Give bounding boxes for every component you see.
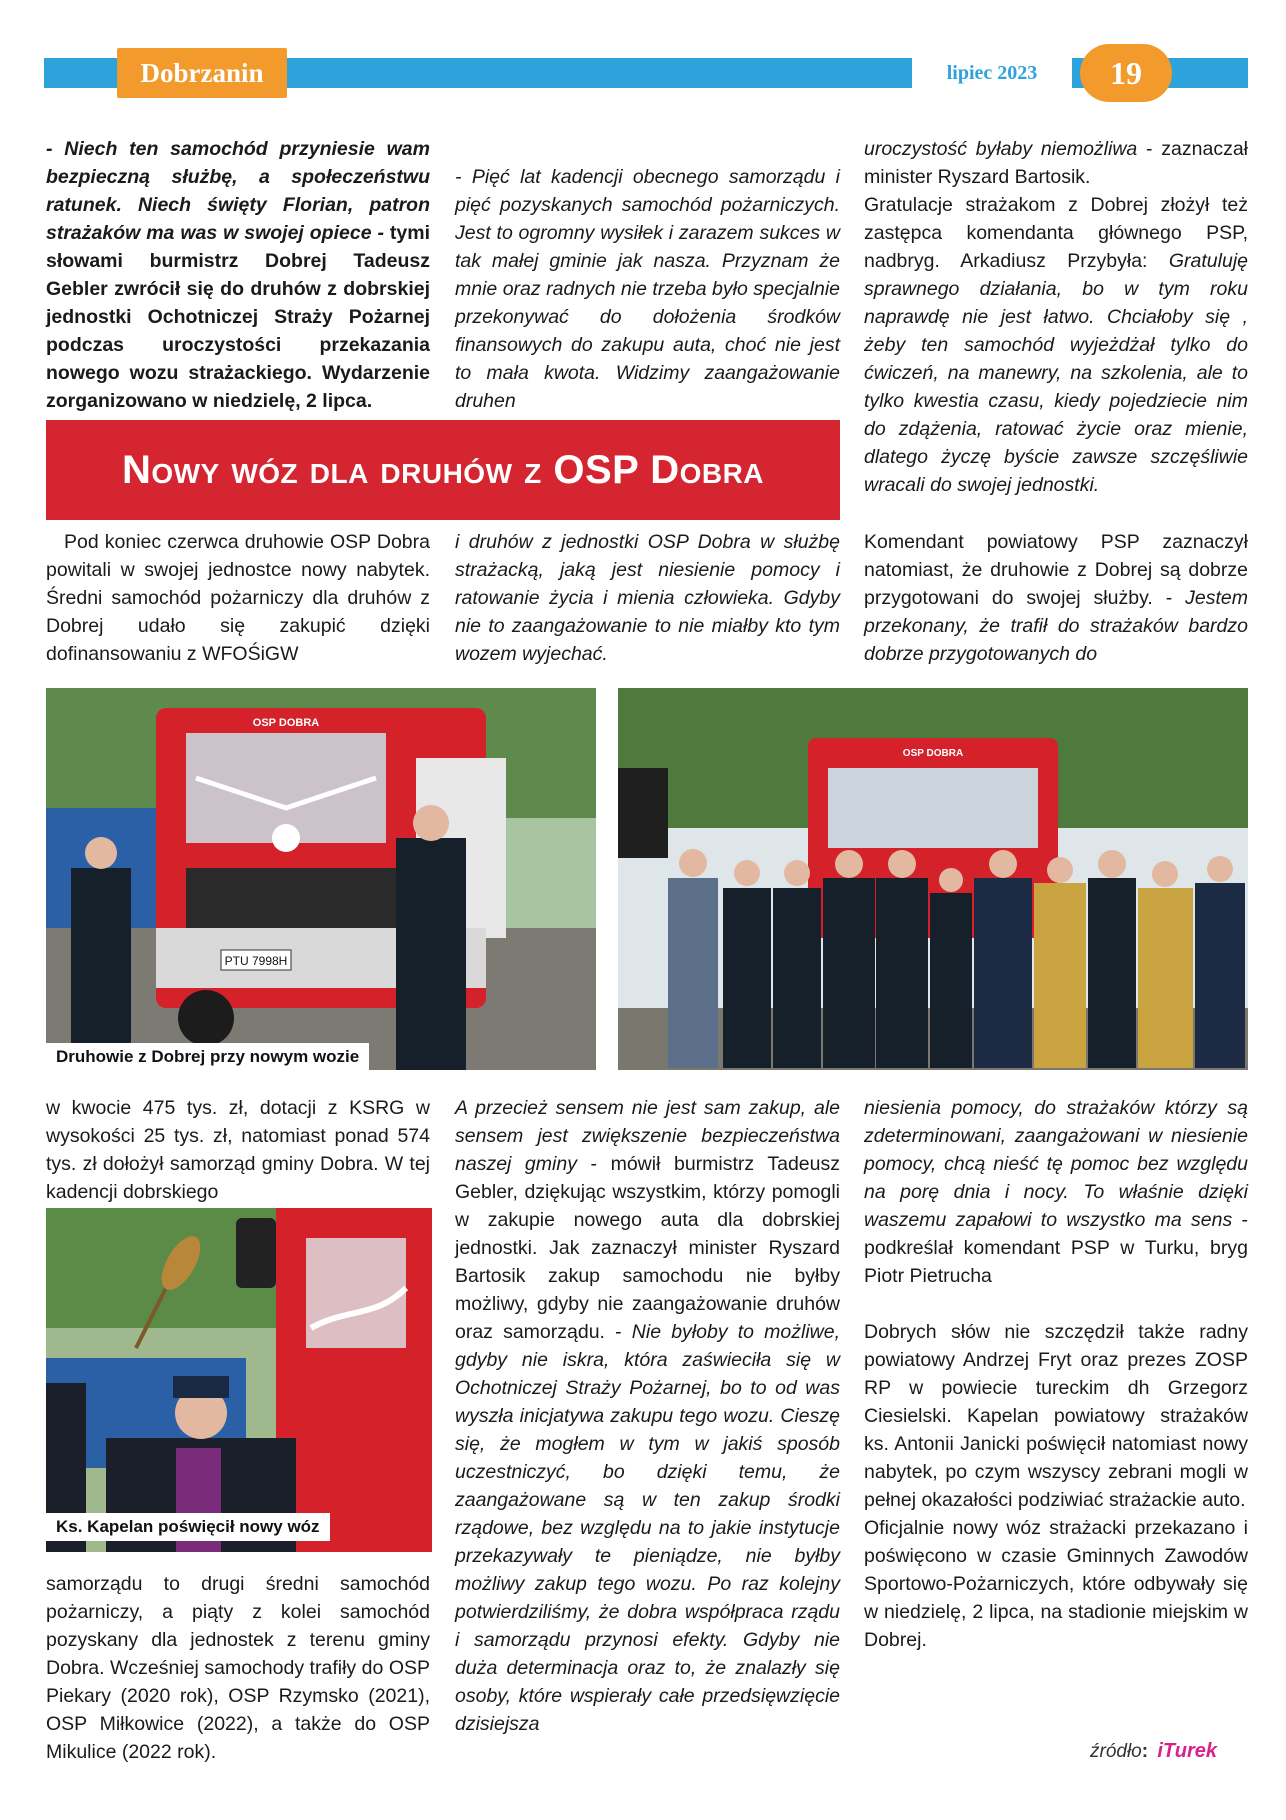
issue-date: lipiec 2023 [946,62,1038,84]
column3-mid-quote: Jestem przekonany, że trafił do strażaków bardzo dobrze przygotowanych do [864,587,1248,665]
photo-group [618,688,1248,1070]
page-number-badge [1080,44,1172,102]
svg-text:OSP DOBRA: OSP DOBRA [902,748,964,759]
column2-bottom [455,1094,840,1738]
column2-bottom-text: - mówił burmistrz Tadeusz Gebler, dziękując wszystkim, którzy pomogli w zakupie nowego auta dla dobrskiej jednostki. Jak zaznaczył minister Ryszard Bartosik zakup samochodu nie byłby możliwy, gdyby nie zaangażowanie druhów oraz samorządu. - [455,1153,840,1343]
intro-quote: - Niech ten samochód przyniesie wam bezpieczną służbę, a społeczeństwu ratunek. Niech święty Florian, patron strażaków ma was w swojej opiece - [46,138,430,244]
column2-mid [455,528,840,668]
column3-attribution: - zaznaczał minister Ryszard Bartosik. [864,138,1248,188]
source-credit: źródło: iTurek [1090,1740,1218,1762]
page-number: 19 [1110,55,1142,91]
column3-bottom-p3: Oficjalnie nowy wóz strażacki przekazano i poświęcono w czasie Gminnych Zawodów Sportowo-Pożarniczych, które odbywały się w niedzielę, 2 lipca, na stadionie miejskim w Dobrej. [864,1517,1248,1651]
column1-mid [46,528,430,668]
photo-chaplain [46,1208,432,1552]
issue-date-box [912,55,1072,91]
photo-truck-image [46,688,596,1070]
column3-top [864,135,1248,499]
column1-bottom-b [46,1570,430,1766]
license-plate: PTU 7998H [224,954,288,968]
column3-bottom-quote: niesienia pomocy, do strażaków którzy są zdeterminowani, zaangażowani w niesienie pomocy, chcą nieść tę pomoc bez względu na porę dnia i nocy. To właśnie dzięki waszemu zapałowi to wszystko ma sens [864,1097,1248,1231]
column3-mid-text: Komendant powiatowy PSP zaznaczył natomiast, że druhowie z Dobrej są dobrze przygotowani do swojej służby. - [864,531,1248,609]
column1-mid-text: Pod koniec czerwca druhowie OSP Dobra powitali w swojej jednostce nowy nabytek. Średni samochód pożarniczy dla druhów z Dobrej udało się zakupić dzięki dofinansowaniu z WFOŚiGW [46,531,430,665]
column3-quote-end: uroczystość byłaby niemożliwa [864,138,1138,160]
headline: Nowy wóz dla druhów z OSP Dobra [121,448,765,492]
column1-bottom-a [46,1094,430,1206]
column3-bottom-attribution: - podkreślał komendant PSP w Turku, bryg Piotr Pietrucha [864,1209,1248,1287]
publication-title-box [117,48,287,98]
column3-congrats-quote: Gratuluję sprawnego działania, bo w tym roku naprawdę nie jest łatwo. Chciałoby się , żeby ten samochód wyjeżdżał tylko do ćwiczeń, na manewry, na szkolenia, ale to tylko kwestia czasu, kiedy pojedziecie nim do zdążenia, ratować życie oraz mienie, dlatego życzę byście zawsze szczęśliwie wracali do swojej jednostki. [864,250,1248,496]
photo-chaplain-caption: Ks. Kapelan poświęcił nowy wóz [46,1513,330,1541]
column2-bottom-quote1: A przecież sensem nie jest sam zakup, ale sensem jest zwiększenie bezpieczeństwa naszej gminy [455,1097,840,1175]
intro-column [46,135,430,415]
truck-label: OSP DOBRA [252,717,320,729]
headline-banner [46,420,840,520]
photo-truck [46,688,596,1070]
column1-bottom-a-text: w kwocie 475 tys. zł, dotacji z KSRG w wysokości 25 tys. zł, natomiast ponad 574 tys. zł dołożył samorząd gminy Dobra. W tej kadencji dobrskiego [46,1097,430,1203]
column1-bottom-b-text: samorządu to drugi średni samochód pożarniczy, a piąty z kolei samochód pozyskany dla jednostek z terenu gminy Dobra. Wcześniej samochody trafiły do OSP Piekary (2020 rok), OSP Rzymsko (2021), OSP Miłkowice (2022), a także do OSP Mikulice (2022 rok). [46,1573,430,1763]
column3-mid [864,528,1248,668]
column3-bottom-p2: Dobrych słów nie szczędził także radny powiatowy Andrzej Fryt oraz prezes ZOSP RP w powiecie tureckim dh Grzegorz Ciesielski. Kapelan powiatowy strażaków ks. Antonii Janicki poświęcił natomiast nowy nabytek, po czym wszyscy zebrani mogli w pełnej okazałości podziwiać strażackie auto. [864,1321,1248,1511]
column2-top [455,163,840,415]
photo-truck-caption: Druhowie z Dobrej przy nowym wozie [46,1043,369,1071]
column2-mid-text: i druhów z jednostki OSP Dobra w służbę strażacką, jaką jest niesienie pomocy i ratowanie życia i mienia człowieka. Gdyby nie to zaangażowanie to nie miałby kto tym wozem wyjechać. [455,531,840,665]
column3-bottom [864,1094,1248,1654]
column3-congrats: Gratulacje strażakom z Dobrej złożył też zastępca komendanta głównego PSP, nadbryg. Arkadiusz Przybyła: [864,194,1248,272]
column2-top-text: - Pięć lat kadencji obecnego samorządu i pięć pozyskanych samochód pożarniczych. Jest to ogromny wysiłek i zarazem sukces w tak małej gminie jak nasza. Przyznam że mnie oraz radnych nie trzeba było specjalnie przekonywać do dołożenia środków finansowych do zakupu auta, choć nie jest to mała kwota. Widzimy zaangażowanie druhen [455,166,840,412]
photo-chaplain-image [46,1208,432,1552]
iturek-logo: iTurek [1157,1740,1218,1762]
photo-group-image [618,688,1248,1070]
column2-bottom-quote2: Nie byłoby to możliwe, gdyby nie iskra, która zaświeciła się w Ochotniczej Straży Pożarnej, bo to od was wyszła inicjatywa zakupu tego wozu. Cieszę się, że mogłem w tym w jakiś sposób uczestniczyć, bo dzięki temu, że zaangażowane są w ten zakup środki rządowe, bez względu na to jakie instytucje przekazywały te pieniądze, nie byłby możliwy zakup tego wozu. Po raz kolejny potwierdziliśmy, że dobra współpraca rządu i samorządu przynosi efekty. Gdyby nie duża determinacja oraz to, że znalazły się osoby, które wspierały całe przedsięwzięcie dzisiejsza [455,1321,840,1735]
source-label: źródło [1090,1741,1142,1762]
intro-text: tymi słowami burmistrz Dobrej Tadeusz Gebler zwrócił się do druhów z dobrskiej jednostki Ochotniczej Straży Pożarnej podczas uroczystości przekazania nowego wozu strażackiego. Wydarzenie zorganizowano w niedzielę, 2 lipca. [46,222,430,412]
publication-title: Dobrzanin [140,58,264,88]
